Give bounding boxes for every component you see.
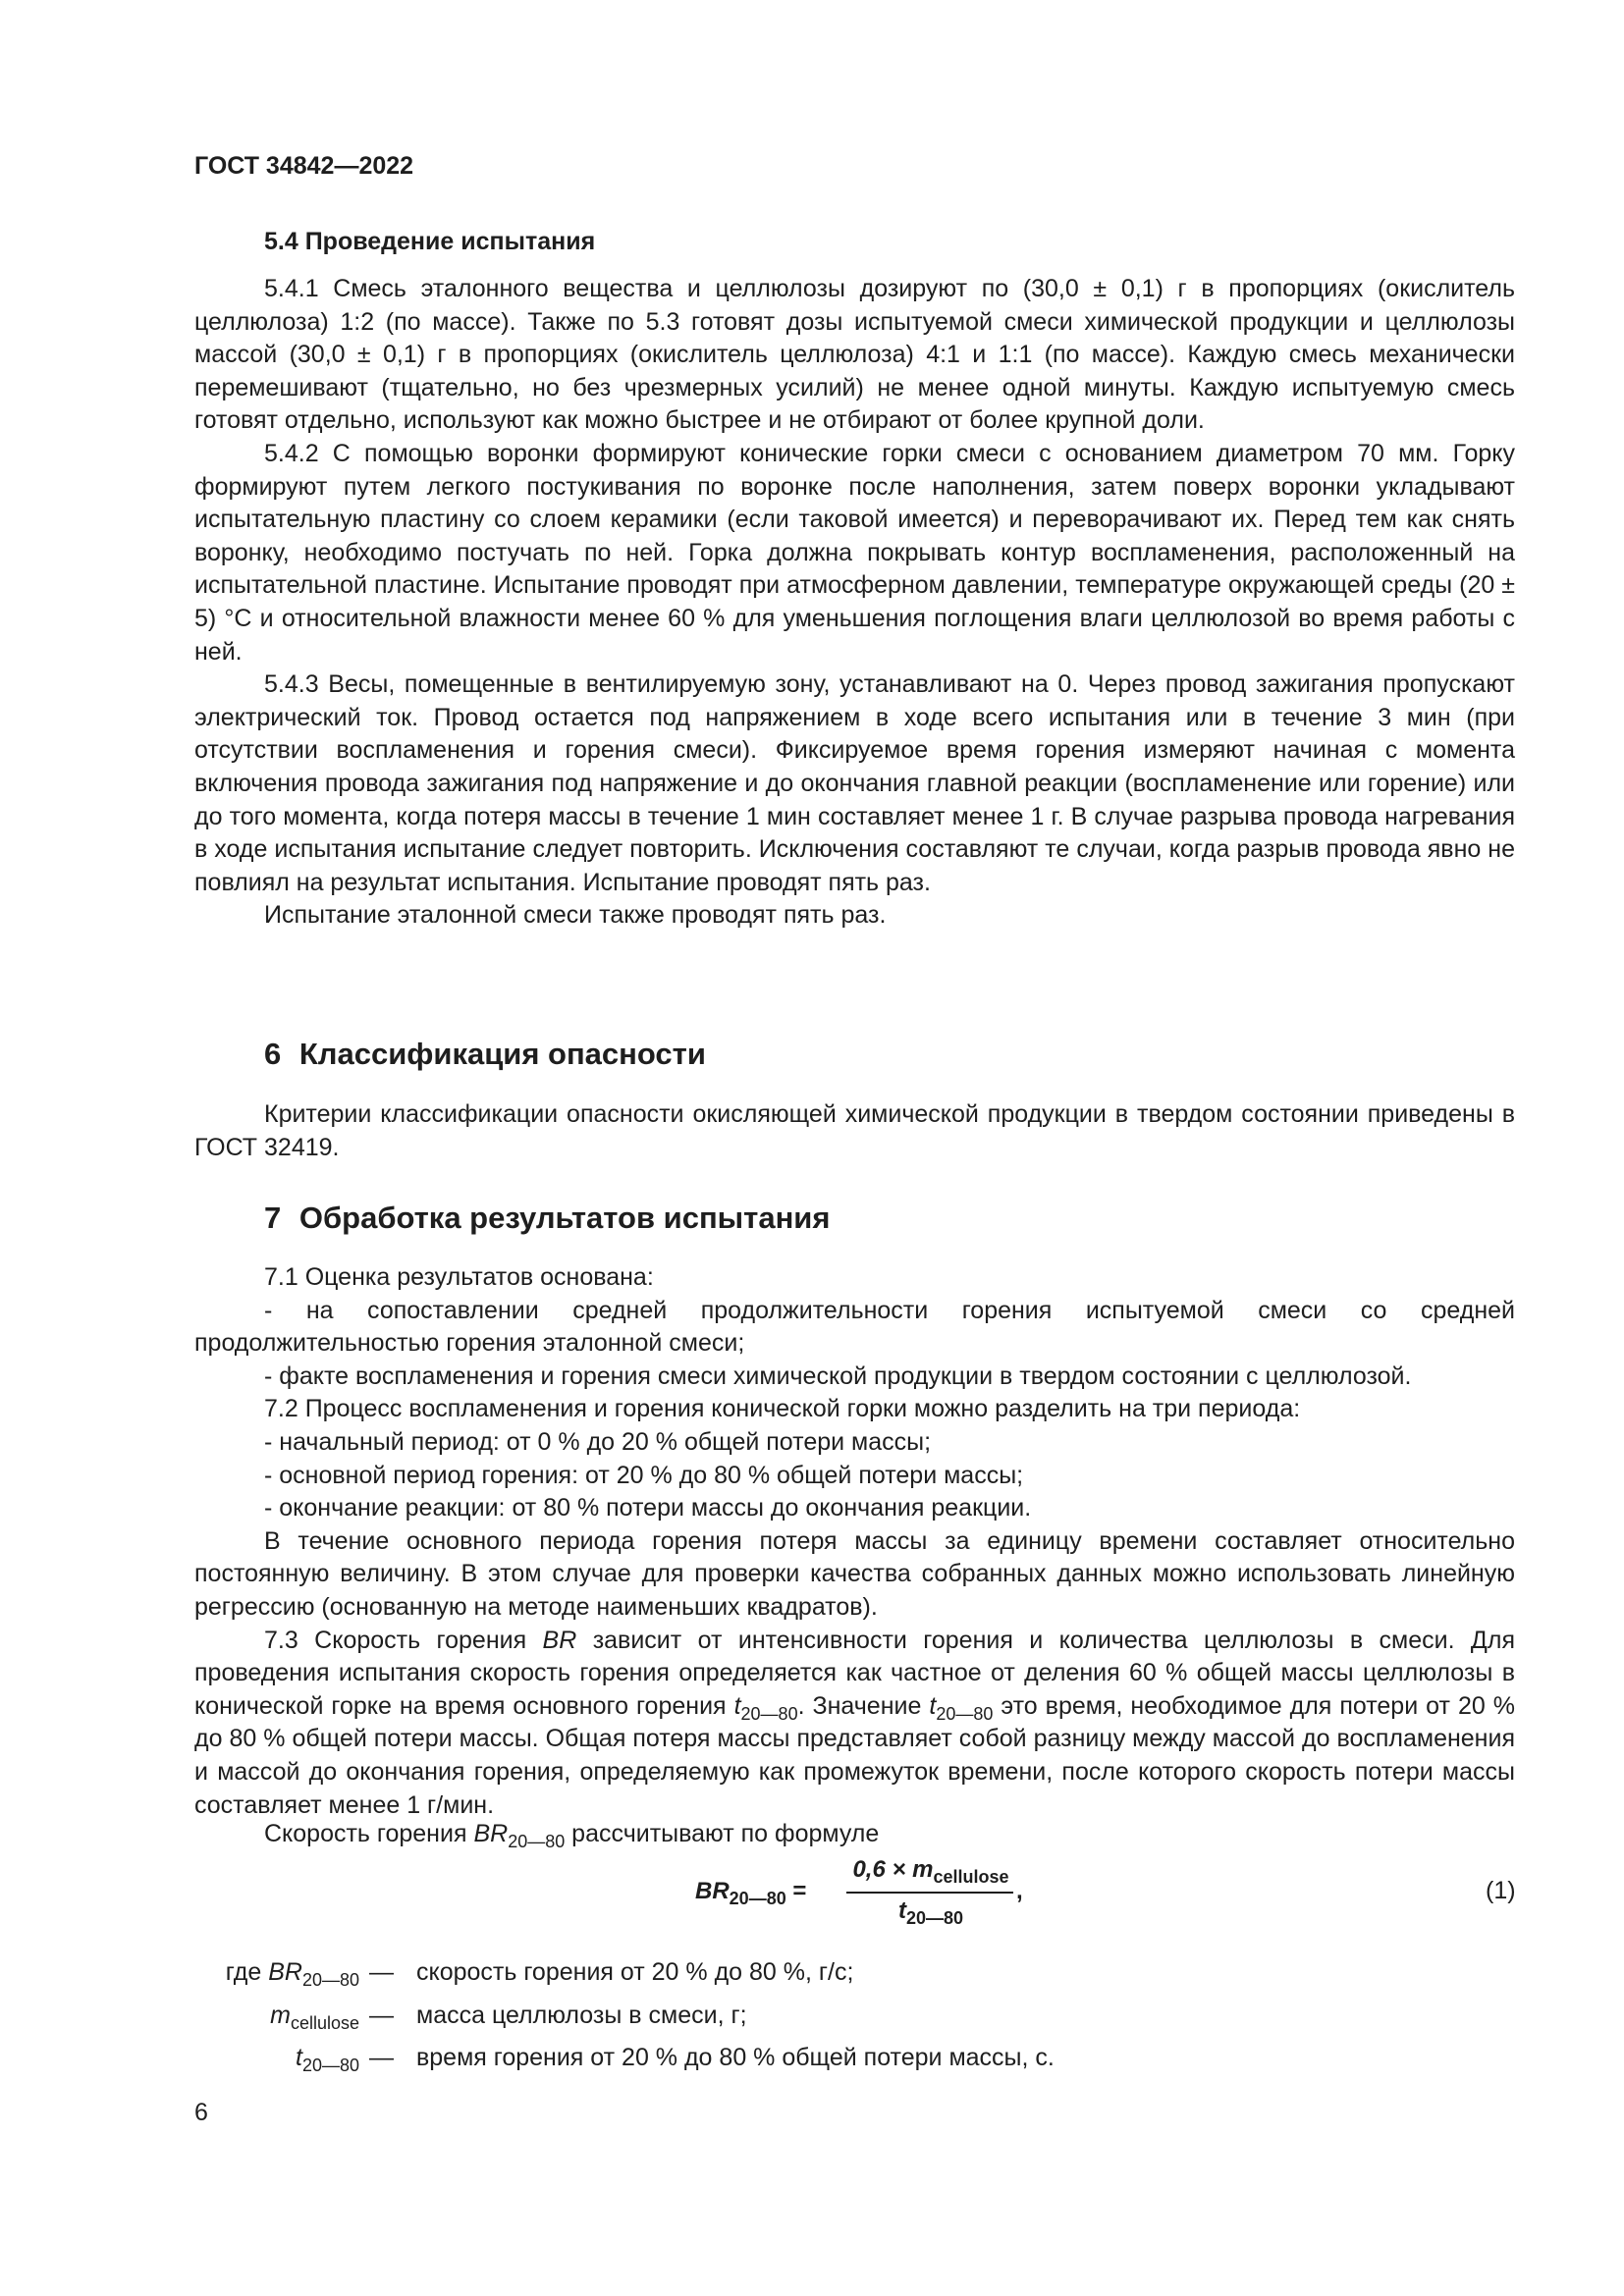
formula-number: (1) [1486,1877,1516,1904]
formula-denominator: $t_{20—80}$ [897,1897,964,1928]
formula-comma: , [1016,1878,1023,1904]
legend-symbol: где $BR_{20—80}$ [225,1958,359,1990]
section-6-title: Классификация опасности [298,1037,706,1071]
legend-dash: — [369,1958,394,1986]
paragraph-5-4-2: 5.4.2 С помощью воронки формируют конические горки смеси с основанием диаметром 70 мм. Горку формируют путем легкого постукивания по воронке после наполнения, затем поверх воронки укладывают испытательную пластину со слоем керамики (если таковой имеется) и переворачивают их. Перед тем как снять воронку, необходимо постучать по ней. Горка должна покрывать контур воспламенения, расположенный на испытательной пластине. Испытание проводят при атмосферном давлении, температуре окружающей среды (20 ± 5) °C и относительной влажности менее 60 % для уменьшения поглощения влаги целлюлозой во время работы с ней. [194,439,1515,666]
list-item: - на сопоставлении средней продолжительности горения испытуемой смеси со средней продолжительностью горения эталонной смеси; [194,1296,1515,1358]
fraction-bar [846,1892,1013,1894]
paragraph-5-4-3: 5.4.3 Весы, помещенные в вентилируемую зону, устанавливают на 0. Через провод зажигания пропускают электрический ток. Провод остается под напряжением в ходе всего испытания или в течение 3 мин (при отсутствии воспламенения и горения смеси). Фиксируемое время горения измеряют начиная с момента включения провода зажигания под напряжение и до окончания главной реакции (воспламенение или горение) или до того момента, когда потеря массы в течение 1 мин составляет менее 1 г. В случае разрыва провода нагревания в ходе испытания испытание следует повторить. Исключения составляют те случаи, когда разрыв провода явно не повлиял на результат испытания. Испытание проводят пять раз. [194,670,1515,896]
legend-description: скорость горения от 20 % до 80 %, г/с; [416,1958,854,1986]
section-6-heading [264,1038,706,1071]
paragraph-7-3: 7.3 Скорость горения BR зависит от интенсивности горения и количества целлюлозы в смеси. Для проведения испытания скорость горения определяется как частное от деления 60 % общей массы целлюлозы в конической горке на время основного горения $t_{20—80}$. Значение $t_{20—80}$ это время, необходимое для потери от 20 % до 80 % общей потери массы. Общая потеря массы представляет собой разницу между массой до воспламенения и массой до окончания горения, определяемую как промежуток времени, после которого скорость потери массы составляет менее 1 г/мин. [194,1626,1516,1819]
section-7-heading [264,1201,830,1235]
section-7-title: Обработка результатов испытания [298,1201,831,1235]
paragraph-6: Критерии классификации опасности окисляющей химической продукции в твердом состоянии приведены в ГОСТ 32419. [194,1100,1515,1161]
list-item: - факте воспламенения и горения смеси химической продукции в твердом состоянии с целлюлозой. [264,1362,1412,1390]
section-5-4-heading: 5.4 Проведение испытания [264,228,596,255]
formula-intro: Скорость горения $BR_{20—80}$ рассчитывают по формуле [264,1820,880,1851]
section-5-4-body [194,273,1515,933]
document-header: ГОСТ 34842—2022 [194,152,414,180]
legend-symbol: $t_{20—80}$ [296,2044,359,2075]
paragraph-7-1: 7.1 Оценка результатов основана: [264,1263,654,1291]
legend-dash: — [369,2044,394,2071]
legend-symbol: $m_{cellulose}$ [270,2002,359,2033]
legend-description: время горения от 20 % до 80 % общей потери массы, с. [416,2044,1055,2071]
section-7-number: 7 [264,1201,282,1235]
formula-1 [695,1853,1023,1932]
legend-description: масса целлюлозы в смеси, г; [416,2002,747,2029]
paragraph-5-4-1: 5.4.1 Смесь эталонного вещества и целлюлозы дозируют по (30,0 ± 0,1) г в пропорциях (окислитель целлюлоза) 1:2 (по массе). Также по 5.3 готовят дозы испытуемой смеси химической продукции и целлюлозы массой (30,0 ± 0,1) г в пропорциях (окислитель целлюлоза) 4:1 и 1:1 (по массе). Каждую смесь механически перемешивают (тщательно, но без чрезмерных усилий) не менее одной минуты. Каждую испытуемую смесь готовят отдельно, используют как можно быстрее и не отбирают от более крупной доли. [194,275,1515,435]
page-number: 6 [194,2099,208,2126]
section-7-body [194,1261,1515,1822]
section-6-body [194,1098,1515,1164]
list-item: - начальный период: от 0 % до 20 % общей потери массы; [264,1427,932,1456]
section-6-number: 6 [264,1037,282,1071]
paragraph-5-4-3-note: Испытание эталонной смеси также проводят пять раз. [264,901,887,930]
formula-lhs: $BR_{20—80}$ = [695,1878,807,1908]
paragraph-7-2: 7.2 Процесс воспламенения и горения конической горки можно разделить на три периода: [264,1395,1301,1423]
list-item: - основной период горения: от 20 % до 80 % общей потери массы; [264,1461,1024,1489]
list-item: - окончание реакции: от 80 % потери массы до окончания реакции. [264,1494,1032,1522]
legend-dash: — [369,2002,394,2029]
formula-numerator: $0,6 \times m_{cellulose}$ [852,1856,1009,1887]
paragraph-7-2-continued: В течение основного периода горения потеря массы за единицу времени составляет относительно постоянную величину. В этом случае для проверки качества собранных данных можно использовать линейную регрессию (основанную на методе наименьших квадратов). [194,1526,1515,1621]
